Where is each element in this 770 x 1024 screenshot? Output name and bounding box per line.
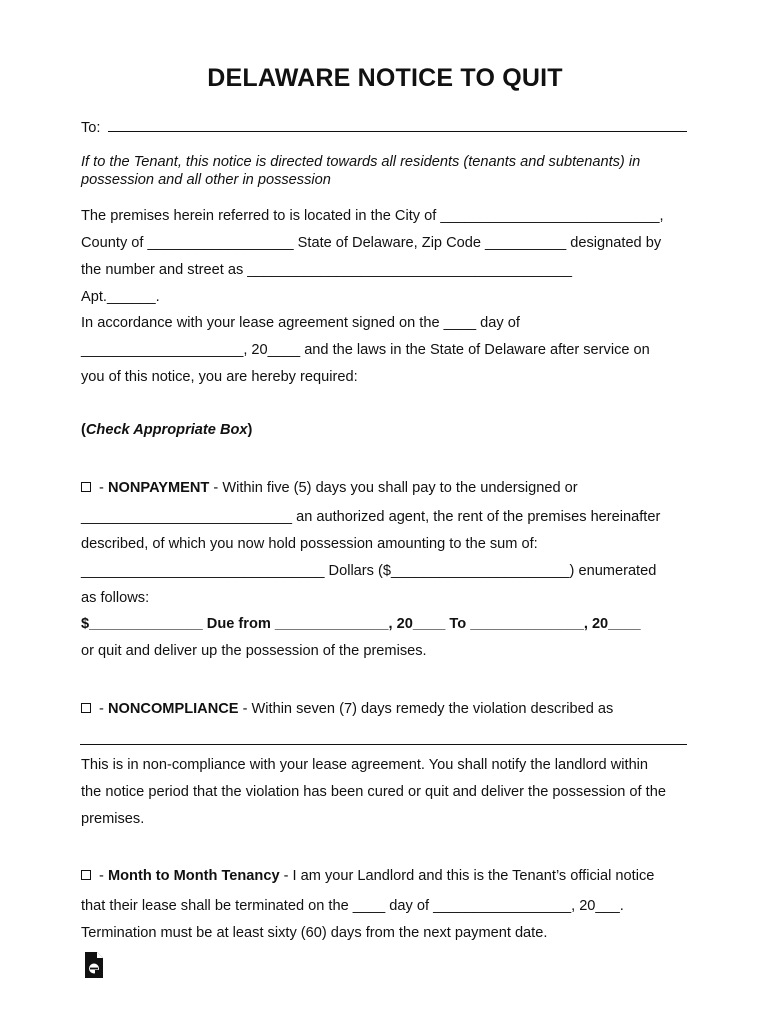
noncompliance-checkbox[interactable] [81,703,91,713]
intro-line-1: If to the Tenant, this notice is directed towards all residents (tenants and subtenants) in [81,154,641,170]
violation-description-field[interactable] [80,744,687,745]
nonpayment-line-2: __________________________ an authorized agent, the rent of the premises hereinafter [81,509,661,525]
nonpayment-dash: - [95,480,108,496]
eforms-logo-icon [83,951,105,979]
premises-line-2: County of __________________ State of Delaware, Zip Code __________ designated by [81,235,662,251]
month-to-month-line-3: Termination must be at least sixty (60) days from the next payment date. [81,925,548,941]
month-to-month-option [81,867,654,885]
lease-line-3: you of this notice, you are hereby required: [81,369,358,385]
to-line [81,118,687,137]
nonpayment-line-4: ______________________________ Dollars ($______________________) enumerated [81,563,657,579]
noncompliance-line-3: the notice period that the violation has been cured or quit and deliver the possession of the [81,784,666,800]
noncompliance-text: - Within seven (7) days remedy the violation described as [238,701,614,717]
to-recipient-field[interactable] [108,118,687,132]
to-label: To: [81,120,101,136]
check-instruction-label: Check Appropriate Box [85,422,248,438]
month-to-month-checkbox[interactable] [81,870,91,880]
noncompliance-line-4: premises. [81,811,145,827]
check-paren-close: ) [247,422,253,438]
intro-line-2: possession and all other in possession [81,172,331,188]
document-title: DELAWARE NOTICE TO QUIT [207,64,563,92]
lease-line-2: ____________________, 20____ and the laws in the State of Delaware after service on [81,342,650,358]
nonpayment-checkbox[interactable] [81,482,91,492]
noncompliance-line-2: This is in non-compliance with your lease agreement. You shall notify the landlord within [81,757,649,773]
nonpayment-line-6: $______________ Due from ______________, 20____ To ______________, 20____ [81,616,641,632]
lease-line-1: In accordance with your lease agreement signed on the ____ day of [81,315,520,331]
noncompliance-heading: NONCOMPLIANCE [107,701,239,717]
month-to-month-heading: Month to Month Tenancy [107,868,280,884]
nonpayment-line-3: described, of which you now hold possession amounting to the sum of: [81,536,538,552]
nonpayment-text: - Within five (5) days you shall pay to the undersigned or [209,480,578,496]
check-instruction [81,421,252,439]
premises-line-3: the number and street as ________________________________________ [81,262,572,278]
nonpayment-line-5: as follows: [81,590,150,606]
nonpayment-heading: NONPAYMENT [107,480,210,496]
month-to-month-line-2: that their lease shall be terminated on the ____ day of _________________, 20___. [81,898,624,914]
premises-line-4: Apt.______. [81,289,160,305]
premises-line-1: The premises herein referred to is located in the City of ___________________________, [81,208,664,224]
nonpayment-option [81,479,578,497]
month-to-month-dash: - [95,868,108,884]
nonpayment-line-7: or quit and deliver up the possession of the premises. [81,643,427,659]
noncompliance-option [81,700,613,718]
month-to-month-text: - I am your Landlord and this is the Tenant’s official notice [279,868,655,884]
check-paren-open: ( [81,422,86,438]
noncompliance-dash: - [95,701,108,717]
